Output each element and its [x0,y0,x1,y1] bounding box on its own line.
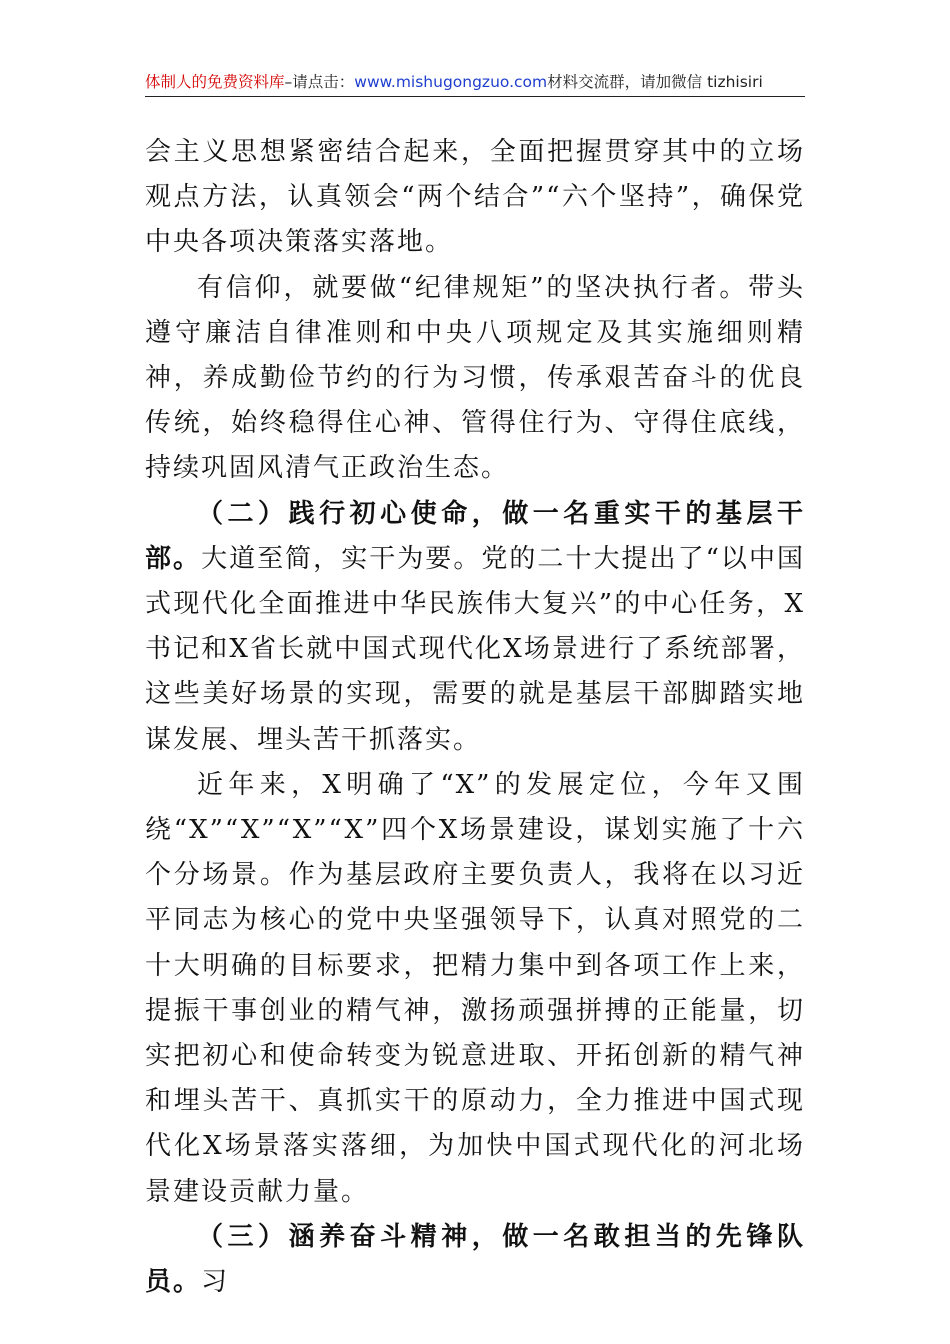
paragraph-2-text: 有信仰，就要做“纪律规矩”的坚决执行者。带头遵守廉洁自律准则和中央八项规定及其实施细则精神，养成勤俭节约的行为习惯，传承艰苦奋斗的优良传统，始终稳得住心神、管得住行为、守得住底线，持续巩固风清气正政治生态。 [145,272,805,484]
section-heading-3: （三）涵养奋斗精神，做一名敢担当的先锋队员。 [145,1221,805,1298]
paragraph-4-text: 近年来，X明确了“X”的发展定位，今年又围绕“X”“X”“X”“X”四个X场景建设，谋划实施了十六个分场景。作为基层政府主要负责人，我将在以习近平同志为核心的党中央坚强领导下，认真对照党的二十大明确的目标要求，把精力集中到各项工作上来，提振干事创业的精气神，激扬顽强拼搏的正能量，切实把初心和使命转变为锐意进取、开拓创新的精气神和埋头苦干、真抓实干的原动力，全力推进中国式现代化X场景落实落细，为加快中国式现代化的河北场景建设贡献力量。 [145,769,805,1207]
header-url-link[interactable]: www.mishugongzuo.com [354,73,548,91]
header-prompt: –请点击： [284,73,355,91]
paragraph-5-text: 习 [201,1267,230,1298]
paragraph-3 [145,492,805,763]
page-header [145,68,805,97]
document-body [145,130,805,1305]
header-tail-text: 材料交流群，请加微信 tizhisiri [547,73,763,91]
paragraph-3-text: 大道至简，实干为要。党的二十大提出了“以中国式现代化全面推进中华民族伟大复兴”的中心任务，X书记和X省长就中国式现代化X场景进行了系统部署，这些美好场景的实现，需要的就是基层干部脚踏实地谋发展、埋头苦干抓落实。 [145,543,805,755]
header-site-name: 体制人的免费资料库 [145,73,285,91]
paragraph-1 [145,130,805,266]
paragraph-2 [145,266,805,492]
paragraph-5 [145,1215,805,1305]
paragraph-1-text: 会主义思想紧密结合起来，全面把握贯穿其中的立场观点方法，认真领会“两个结合”“六个坚持”，确保党中央各项决策落实落地。 [145,137,805,258]
section-heading-2: （二）践行初心使命，做一名重实干的基层干部。 [145,498,805,574]
paragraph-4 [145,763,805,1215]
